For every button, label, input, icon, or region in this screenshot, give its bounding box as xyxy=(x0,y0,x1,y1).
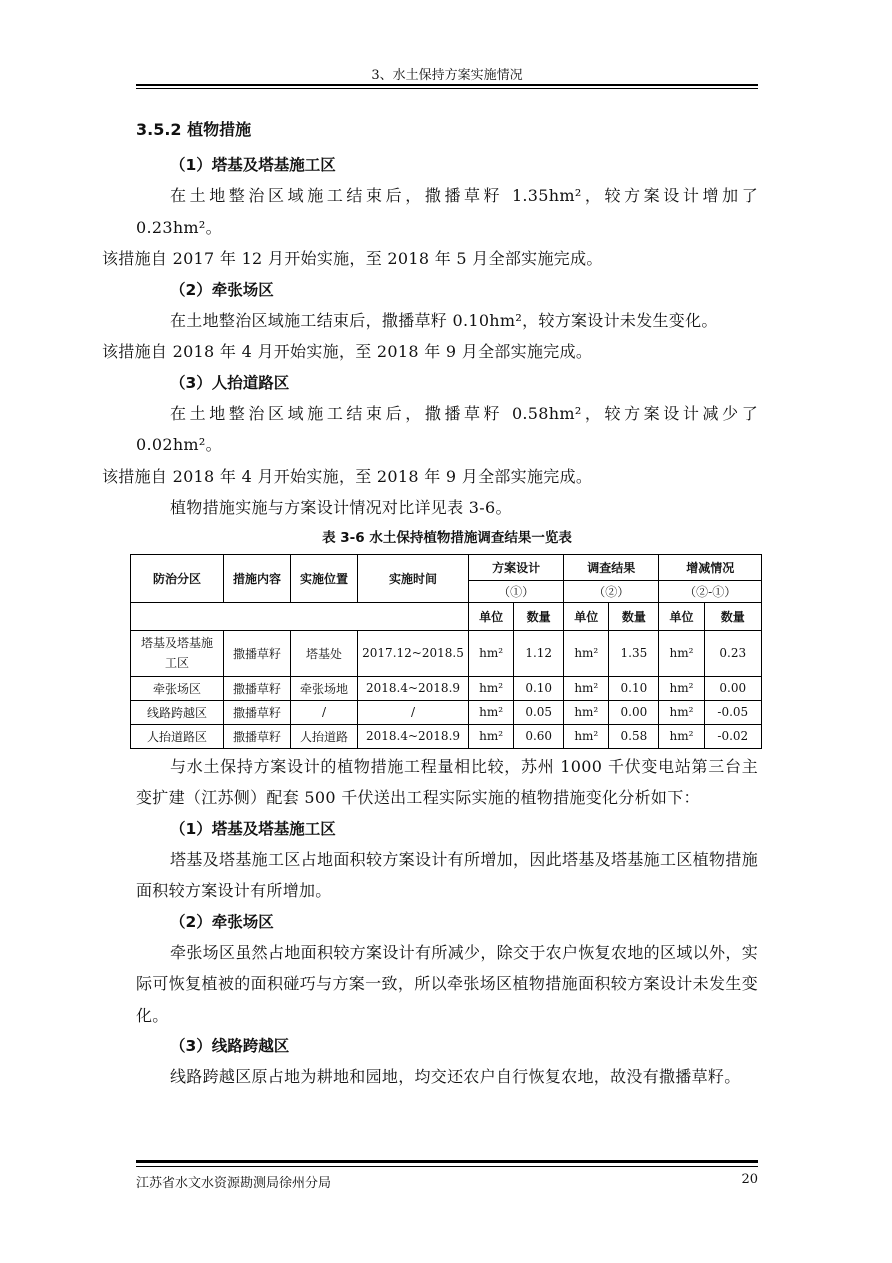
header-location: 实施位置 xyxy=(291,554,358,602)
analysis-subheading-crossing: （3）线路跨越区 xyxy=(170,1037,290,1055)
page-number: 20 xyxy=(741,1172,758,1187)
header-plan-label: 方案设计 xyxy=(492,560,541,575)
subheading-tension: （2）牵张场区 xyxy=(170,280,274,299)
cell-unit: hm² xyxy=(564,724,609,748)
footer-organization: 江苏省水文水资源勘测局徐州分局 xyxy=(136,1176,332,1191)
cell-unit: hm² xyxy=(659,724,704,748)
cell-location: 塔基处 xyxy=(291,630,358,676)
cell-unit: hm² xyxy=(564,630,609,676)
table-row xyxy=(131,676,762,700)
subheading-road: （3）人抬道路区 xyxy=(170,373,290,392)
cell-time: / xyxy=(358,700,469,724)
header-diff-label: 增减情况 xyxy=(686,560,735,575)
cell-qty: 1.35 xyxy=(609,630,659,676)
cell-unit: hm² xyxy=(469,700,514,724)
paragraph-line: 在土地整治区域施工结束后，撒播草籽 0.10hm²，较方案设计未发生变化。 xyxy=(170,310,718,330)
cell-unit: hm² xyxy=(659,700,704,724)
cell-qty: 0.10 xyxy=(514,676,564,700)
header-qty: 数量 xyxy=(704,602,761,630)
cell-qty: -0.02 xyxy=(704,724,761,748)
analysis-paragraph-crossing: 线路跨越区原占地为耕地和园地，均交还农户自行恢复农地，故没有撒播草籽。 xyxy=(170,1067,741,1086)
cell-content: 撒播草籽 xyxy=(224,724,291,748)
cell-content: 撒播草籽 xyxy=(224,630,291,676)
header-rule-thin xyxy=(136,88,758,89)
table-caption: 表 3-6 水土保持植物措施调查结果一览表 xyxy=(322,529,572,546)
analysis-subheading-tower: （1）塔基及塔基施工区 xyxy=(170,819,336,838)
header-plan-sub: （①） xyxy=(469,580,564,602)
table-row xyxy=(131,700,762,724)
footer-rule-thin xyxy=(136,1166,758,1167)
cell-location: 牵张场地 xyxy=(291,676,358,700)
cell-time: 2018.4~2018.9 xyxy=(358,676,469,700)
footer-rule xyxy=(136,1160,758,1163)
paragraph-table-ref: 植物措施实施与方案设计情况对比详见表 3-6。 xyxy=(170,498,512,517)
cell-unit: hm² xyxy=(659,630,704,676)
analysis-paragraph-tower: 塔基及塔基施工区占地面积较方案设计有所增加，因此塔基及塔基施工区植物措施面积较方案设计有所增加。 xyxy=(136,849,758,900)
cell-qty: 0.10 xyxy=(609,676,659,700)
paragraph-tension xyxy=(102,305,758,368)
header-diff xyxy=(659,554,762,580)
header-unit: 单位 xyxy=(469,602,514,630)
header-qty: 数量 xyxy=(514,602,564,630)
cell-qty: 0.23 xyxy=(704,630,761,676)
header-time: 实施时间 xyxy=(358,554,469,602)
cell-unit: hm² xyxy=(564,676,609,700)
cell-qty: -0.05 xyxy=(704,700,761,724)
cell-time: 2017.12~2018.5 xyxy=(358,630,469,676)
cell-time: 2018.4~2018.9 xyxy=(358,724,469,748)
analysis-intro: 与水土保持方案设计的植物措施工程量相比较，苏州 1000 千伏变电站第三台主变扩建（江苏侧）配套 500 千伏送出工程实际实施的植物措施变化分析如下： xyxy=(136,756,758,807)
header-survey-label: 调查结果 xyxy=(587,560,636,575)
cell-unit: hm² xyxy=(469,676,514,700)
cell-unit: hm² xyxy=(469,630,514,676)
paragraph-line: 该措施自 2017 年 12 月开始实施，至 2018 年 5 月全部实施完成。 xyxy=(102,249,603,268)
cell-qty: 0.00 xyxy=(609,700,659,724)
cell-qty: 0.05 xyxy=(514,700,564,724)
header-rule xyxy=(136,84,758,86)
cell-zone-text: 塔基及塔基施工区 xyxy=(141,636,214,670)
paragraph-line: 在土地整治区域施工结束后，撒播草籽 0.58hm²，较方案设计减少了 0.02hm²。 xyxy=(136,403,758,454)
cell-qty: 0.58 xyxy=(609,724,659,748)
header-zone: 防治分区 xyxy=(131,554,224,602)
cell-zone: 人抬道路区 xyxy=(131,724,224,748)
running-header: 3、水土保持方案实施情况 xyxy=(371,68,523,83)
cell-unit: hm² xyxy=(469,724,514,748)
table-row xyxy=(131,724,762,748)
paragraph-tower xyxy=(102,180,758,275)
vegetation-table xyxy=(130,554,762,749)
paragraph-line: 该措施自 2018 年 4 月开始实施，至 2018 年 9 月全部实施完成。 xyxy=(102,466,593,486)
header-spacer xyxy=(131,602,469,630)
paragraph-road xyxy=(102,398,758,493)
cell-unit: hm² xyxy=(659,676,704,700)
analysis-paragraph-tension: 牵张场区虽然占地面积较方案设计有所减少，除交于农户恢复农地的区域以外，实际可恢复植被的面积碰巧与方案一致，所以牵张场区植物措施面积较方案设计未发生变化。 xyxy=(136,942,758,1025)
header-unit: 单位 xyxy=(564,602,609,630)
header-content: 措施内容 xyxy=(224,554,291,602)
cell-zone: 牵张场区 xyxy=(131,676,224,700)
cell-zone: 线路跨越区 xyxy=(131,700,224,724)
header-qty: 数量 xyxy=(609,602,659,630)
cell-location: 人抬道路 xyxy=(291,724,358,748)
table-row xyxy=(131,630,762,676)
header-unit: 单位 xyxy=(659,602,704,630)
header-diff-sub: （②-①） xyxy=(659,580,762,602)
cell-location: / xyxy=(291,700,358,724)
cell-qty: 1.12 xyxy=(514,630,564,676)
header-survey xyxy=(564,554,659,580)
section-heading: 3.5.2 植物措施 xyxy=(136,120,252,139)
paragraph-line: 该措施自 2018 年 4 月开始实施，至 2018 年 9 月全部实施完成。 xyxy=(102,342,593,361)
paragraph-line: 在土地整治区域施工结束后，撒播草籽 1.35hm²，较方案设计增加了 0.23hm²。 xyxy=(136,186,758,237)
header-plan xyxy=(469,554,564,580)
cell-qty: 0.00 xyxy=(704,676,761,700)
cell-zone xyxy=(131,630,224,676)
cell-content: 撒播草籽 xyxy=(224,676,291,700)
cell-unit: hm² xyxy=(564,700,609,724)
analysis-subheading-tension: （2）牵张场区 xyxy=(170,912,274,931)
cell-qty: 0.60 xyxy=(514,724,564,748)
subheading-tower: （1）塔基及塔基施工区 xyxy=(170,156,336,174)
header-survey-sub: （②） xyxy=(564,580,659,602)
page-content xyxy=(102,116,758,1093)
cell-content: 撒播草籽 xyxy=(224,700,291,724)
